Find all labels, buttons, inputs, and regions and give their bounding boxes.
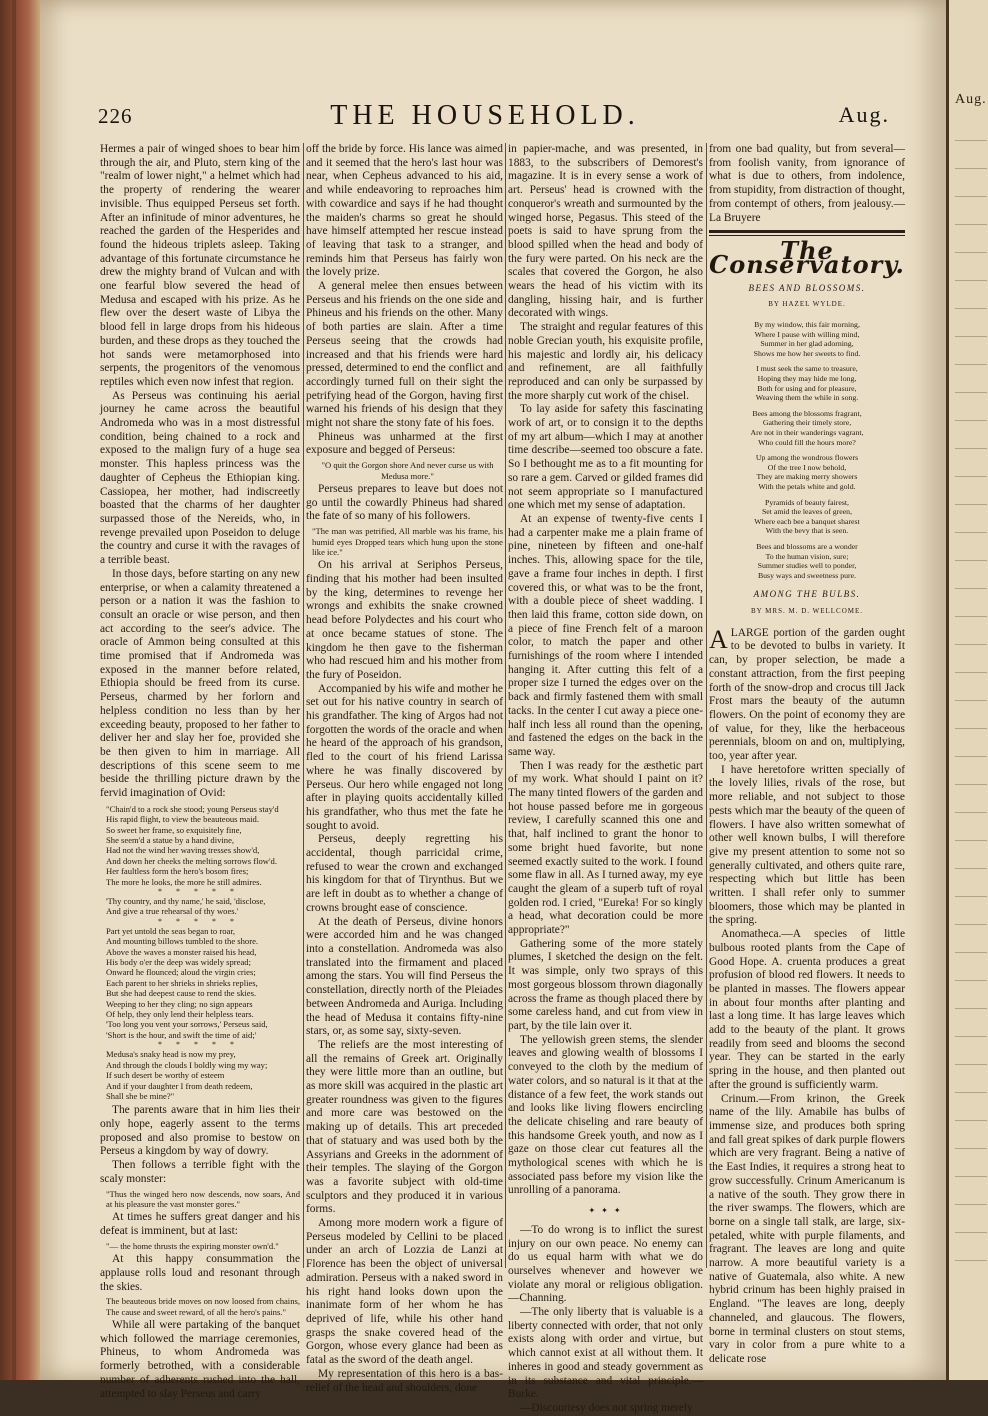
verse-line: Busy ways and sweetness pure. bbox=[757, 570, 857, 580]
column-rule bbox=[505, 143, 506, 1268]
paragraph: My representation of this hero is a bas-relief of the head and shoulders, done bbox=[306, 1367, 503, 1394]
paragraph: In those days, before starting on any new enterprise, or when a calamity threatened a person or a nation it was the fashion to consult an oracle or wise person, and then act according to the seer's advice. The oracle of Ammon being consulted at this time promised that if Andromeda was exposed in the manner before related, Ethiopia should be freed from its curse. Perseus, charmed by her forlorn and helpless condition no less than by her exceeding beauty, proposed to her father to deliver her and slay her foe, provided she be then given to him in marriage. All descriptions of this scene seem to me beside the thrilling picture drawn by the fervid imagination of Ovid: bbox=[100, 567, 300, 800]
verse-quote bbox=[106, 804, 300, 1102]
next-page-line bbox=[955, 140, 987, 141]
next-page-line bbox=[955, 476, 987, 477]
paragraph: —The only liberty that is valuable is a liberty connected with order, that not only exists along with order and virtue, but which cannot exist at all without them. It inheres in good and steady government as in its substance and vital principle.—Burke. bbox=[508, 1306, 703, 1401]
next-page-line bbox=[955, 812, 987, 813]
paragraph: At times he suffers great danger and his defeat is imminent, but at last: bbox=[100, 1211, 300, 1238]
verse-line: Onward he flounced; aloud the virgin cries; bbox=[106, 967, 256, 978]
column-rule bbox=[303, 143, 304, 1268]
next-page-line bbox=[955, 980, 987, 981]
verse-line: And mounting billows tumbled to the shore. bbox=[106, 936, 259, 947]
paragraph: The parents aware that in him lies their only hope, eagerly assent to the terms proposed and also promise to bestow on Perseus a kingdom by way of dowry. bbox=[100, 1104, 300, 1158]
paragraph: Phineus was unharmed at the first exposure and begged of Perseus: bbox=[306, 430, 503, 457]
paragraph: Crinum.—From krinon, the Greek name of the lily. Amabile has bulbs of immense size, and produces both spring and fall great spikes of dark purple flowers which are very fragrant. Being a native of the East Indies, it requires a strong heat to grow successfully. Crinum Americanum is a native of the south. They grow there in the river swamps. The flowers, which are borne on a single tall stalk, are large, six-petaled, white with purple filaments, and fragrant. The leaves are long and quite narrow. A more beautiful variety is a native of Guatemala, also white. A new hybrid crinum has been highly praised in England. "The leaves are long, deeply channeled, and glaucous. The flowers, borne in terminal clusters on stout stems, vary in color from a pure white to a delicate rose bbox=[709, 1092, 905, 1365]
verse-line: 'Too long you vent your sorrows,' Perseus said, bbox=[106, 1019, 268, 1030]
verse-line: Where each bee a banquet sharest bbox=[754, 516, 860, 526]
column-3 bbox=[508, 143, 703, 1416]
page-number: 226 bbox=[98, 104, 133, 128]
verse-line: I must seek the same to treasure, bbox=[756, 364, 858, 374]
verse-quote: "Thus the winged hero now descends, now soars, And at his pleasure the vast monster gores." bbox=[106, 1188, 300, 1209]
paragraph: off the bride by force. His lance was aimed and it seemed that the hero's last hour was near, when Cepheus advanced to his aid, and while endeavoring to reproaches him with cowardice and says if he had thought the maiden's charms so great he should have himself attempted her rescue instead of leaving that task to a stranger, and reminds him that Perseus has fairly won the lovely prize. bbox=[306, 143, 503, 279]
book-binding bbox=[0, 0, 40, 1380]
verse-line: She seem'd a statue by a hand divine, bbox=[106, 834, 235, 845]
next-page-line bbox=[955, 672, 987, 673]
next-page-line bbox=[955, 504, 987, 505]
verse-quote: "O quit the Gorgon shore And never curse us with Medusa more." bbox=[321, 460, 494, 481]
verse-line: Summer studies well to ponder, bbox=[757, 561, 857, 571]
next-page-line bbox=[955, 952, 987, 953]
verse-line: Part yet untold the seas began to roar, bbox=[106, 925, 236, 936]
next-page-line bbox=[955, 1148, 987, 1149]
verse-quote: "The man was petrified, All marble was his frame, his humid eyes Dropped tears which hung upon the stone like ice." bbox=[312, 526, 503, 557]
verse-line: Gathering their timely store, bbox=[762, 418, 852, 428]
next-page-heading: Aug. bbox=[955, 92, 987, 107]
verse-line: They are making merry showers bbox=[756, 472, 858, 482]
verse-line: Weaving them the while in song. bbox=[755, 393, 859, 403]
verse-line: And give a true rehearsal of thy woes.' bbox=[106, 906, 239, 917]
next-page-edge bbox=[946, 0, 988, 1380]
next-page-line bbox=[955, 784, 987, 785]
paragraph: Perseus prepares to leave but does not go until the cowardly Phineus had shared the fate of so many of his followers. bbox=[306, 482, 503, 523]
next-page-line bbox=[955, 644, 987, 645]
ellipsis-stars: ***** bbox=[158, 887, 248, 896]
paragraph: Gathering some of the more stately plumes, I sketched the design on the felt. It was simple, only two sprays of this most gorgeous blossom thrown diagonally across the frame as though placed there by some careless hand, and cut from view in part, by the tile lain over it. bbox=[508, 937, 703, 1032]
paragraph: While all were partaking of the banquet which followed the marriage ceremonies, Phineus, to whom Andromeda was formerly betrothed, with a considerable number of adherents rushed into the hall, attempted to slay Perseus and carry bbox=[100, 1319, 300, 1400]
issue-month: Aug. bbox=[838, 102, 890, 127]
verse-line: Shows me how her sweets to find. bbox=[753, 348, 861, 358]
verse-line: And if your daughter I from death redeem, bbox=[106, 1080, 253, 1091]
verse-line: With the bevy that is seen. bbox=[765, 526, 849, 536]
verse-line: With the petals white and gold. bbox=[758, 481, 856, 491]
verse-line: By my window, this fair morning, bbox=[754, 320, 860, 330]
column-1 bbox=[100, 143, 300, 1401]
verse-line: And through the clouds I boldly wing my way; bbox=[106, 1059, 268, 1070]
verse-line: Summer in her glad adorning, bbox=[760, 339, 854, 349]
paragraph: Accompanied by his wife and mother he set out for his native country in search of his grandfather. The king of Argos had not forgotten the words of the oracle and when he heard of the approach of his grandson, fled to the court of his friend Larissa where he was finally discovered by Perseus. Our hero while engaged not long after in playing quoits accidentally killed his grandfather, who thus met the fate he sought to avoid. bbox=[306, 682, 503, 832]
verse-line: Are not in their wanderings vagrant, bbox=[750, 427, 864, 437]
heading-rule bbox=[709, 230, 905, 233]
verse-line: Up among the wondrous flowers bbox=[755, 453, 859, 463]
next-page-line bbox=[955, 168, 987, 169]
column-4 bbox=[709, 143, 905, 1367]
paragraph: Then follows a terrible fight with the scaly monster: bbox=[100, 1159, 300, 1185]
poem-stanza bbox=[709, 320, 905, 358]
verse-line: Of the tree I now behold, bbox=[767, 462, 847, 472]
verse-line: Each parent to her shrieks in shrieks replies, bbox=[106, 977, 258, 988]
next-page-line bbox=[955, 196, 987, 197]
verse-quote: "— the home thrusts the expiring monster own'd." bbox=[106, 1240, 279, 1251]
poem-stanza bbox=[709, 542, 905, 580]
next-page-line bbox=[955, 1232, 987, 1233]
verse-line: "Chain'd to a rock she stood; young Perseus stay'd bbox=[106, 803, 279, 814]
next-page-line bbox=[955, 448, 987, 449]
paragraph: Perseus, deeply regretting his accidental, though parricidal crime, refused to wear the crown and exchanged his kingdom for that of Tirynthus. But we are left in doubt as to whether a change of crowns brought ease of conscience. bbox=[306, 833, 503, 914]
article-title: BEES AND BLOSSOMS. bbox=[748, 282, 866, 293]
binding-rule bbox=[12, 0, 16, 1380]
verse-line: Above the waves a monster raised his head, bbox=[106, 946, 257, 957]
page-header bbox=[60, 100, 910, 134]
section-title: The Conservatory. bbox=[709, 236, 905, 279]
paragraph: The reliefs are the most interesting of all the remains of Greek art. Originally they were little more than an outline, but as more skill was acquired in the plastic art greater roundness was given to the figures and more care was bestowed on the making up of details. This art preceded that of statuary and was used both by the Assyrians and Greeks in the adornment of their temples. The slaying of the Gorgon was a favorite subject with old-time sculptors and they produced it in various forms. bbox=[306, 1038, 503, 1216]
verse-line: Had not the wind her waving tresses show'd, bbox=[106, 845, 260, 856]
verse-line: Set amid the leaves of green, bbox=[761, 507, 853, 517]
next-page-line bbox=[955, 924, 987, 925]
verse-line: If such desert be worthy of esteem bbox=[106, 1070, 225, 1081]
paragraph: The yellowish green stems, the slender leaves and glowing wealth of blossoms I conveyed to the cloth by the medium of water colors, and so natural is it that at the distance of a few feet, the work stands out and looks like living flowers encircling the delicate chiseling and rare beauty of this handsome Greek youth, and now as I gaze on those clear cut features all the mythological scenes with which he is associated pass before my vision like the unrolling of a panorama. bbox=[508, 1033, 703, 1197]
byline: BY MRS. M. D. WELLCOME. bbox=[750, 606, 864, 615]
ellipsis-stars: ***** bbox=[158, 916, 248, 926]
next-page-line bbox=[955, 728, 987, 729]
verse-line: Weeping to her they cling; no sign appears bbox=[106, 998, 253, 1009]
poem-stanza bbox=[709, 453, 905, 491]
next-page-line bbox=[955, 700, 987, 701]
column-2 bbox=[306, 143, 503, 1395]
next-page-line bbox=[955, 1120, 987, 1121]
verse-line: 'Short is the hour, and swift the time of aid;' bbox=[106, 1029, 257, 1040]
poem-stanza bbox=[709, 498, 905, 536]
next-page-line bbox=[955, 1092, 987, 1093]
verse-line: Both for using and for pleasure, bbox=[757, 383, 857, 393]
next-page-line bbox=[955, 336, 987, 337]
verse-line: Who could fill the hours more? bbox=[758, 437, 856, 447]
paragraph: —Discourtesy does not spring merely bbox=[520, 1401, 693, 1414]
next-page-line bbox=[955, 252, 987, 253]
verse-line: His rapid flight, to view the beauteous maid. bbox=[106, 814, 259, 825]
section-divider: ✦ ✦ ✦ bbox=[588, 1206, 623, 1216]
byline: BY HAZEL WYLDE. bbox=[768, 300, 846, 309]
verse-line: But she had deepest cause to rend the skies. bbox=[106, 988, 257, 999]
next-page-line bbox=[955, 1064, 987, 1065]
next-page-line bbox=[955, 224, 987, 225]
next-page-line bbox=[955, 588, 987, 589]
paragraph: At an expense of twenty-five cents I had a carpenter make me a plain frame of pine, nineteen by fifteen and one-half inches. This, allowing space for the tile, gave a frame four inches in depth. I first covered this, or what was to be the front, with a double piece of sheet wadding. I then laid this frame, cotton side down, on a piece of fine French felt of a maroon color, to match the paper and other furnishings of the room where I intended hanging it. After cutting this felt of a proper size I turned the edges over on the back and firmly fastened them with small tacks. In the center I cut away a piece one-half inch less all round than the opening, and fastened the edges on the back in the same way. bbox=[508, 512, 703, 758]
magazine-title: THE HOUSEHOLD. bbox=[330, 100, 640, 131]
paragraph: At this happy consummation the applause rolls loud and resonant through the skies. bbox=[100, 1253, 300, 1293]
drop-cap: A bbox=[709, 624, 728, 654]
next-page-line bbox=[955, 616, 987, 617]
verse-line: And down her cheeks the melting sorrows flow'd. bbox=[106, 855, 278, 866]
verse-line: His body o'er the deep was widely spread; bbox=[106, 957, 251, 968]
verse-line: 'Thy country, and thy name,' he said, 'disclose, bbox=[106, 896, 266, 906]
paragraph: in papier-mache, and was presented, in 1883, to the subscribers of Demorest's magazine. It is in every sense a work of art. Perseus' head is crowned with the conqueror's wreath and surmounted by the winged horse, Pegasus. This steed of the poets is said to have sprung from the blood spilled when the head and body of the fury were parted. On his neck are the scales that covered the Gorgon, he also wears the head of his victim with its dangling, hissing hair, and is further decorated with wings. bbox=[508, 143, 703, 320]
next-page-line bbox=[955, 364, 987, 365]
column-rule bbox=[706, 143, 707, 1268]
poem-stanza bbox=[709, 409, 905, 447]
paragraph: At the death of Perseus, divine honors were accorded him and he was changed into a constellation. Andromeda was also translated into the firmament and placed among the stars. You will find Perseus the constellation, directly north of the Pleiades between Andromeda and Auriga. Including the head of Medusa it contains fifty-nine stars, or, as some say, sixty-seven. bbox=[306, 915, 503, 1038]
next-page-line bbox=[955, 1260, 987, 1261]
paragraph: A general melee then ensues between Perseus and his friends on the one side and Phineus and his friends on the other. Many of both parties are slain. After a time Perseus seeing that the crowds had increased and that his friends were hard pressed, determined to end the conflict and accordingly turned full on their sight the petrifying head of the Gorgon, having first warned his friends of his design that they might not share the stony fate of his foes. bbox=[306, 280, 503, 430]
verse-line: Hoping they may hide me long, bbox=[757, 374, 857, 383]
paragraph: To lay aside for safety this fascinating work of art, or to consign it to the depths of my art album—which I may at another time describe—seemed too obscure a fate. So I bethought me as to a fit mounting for so rare a gem. Carved or gilded frames did not seem appropriate so I manufactured one which met my sense of adaptation. bbox=[508, 403, 703, 512]
verse-line: Where I pause with willing mind, bbox=[754, 329, 860, 339]
paragraph: I have heretofore written specially of the lovely lilies, rivals of the rose, but more reliable, and not subject to those pests which mar the beauty of the queen of flowers. I have also written somewhat of other well known bulbs, I will therefore give my present attention to some not so generally cultivated, and others quite rare, respecting which but little has been written. I shall refer only to summer bloomers, those which may be planted in the spring. bbox=[709, 763, 905, 927]
ellipsis-stars: ***** bbox=[158, 1040, 248, 1050]
next-page-line bbox=[955, 560, 987, 561]
next-page-line bbox=[955, 868, 987, 869]
paragraph: —To do wrong is to inflict the surest injury on our own peace. No enemy can do us equal harm with what we do ourselves whenever and however we violate any moral or religious obligation.—Channing. bbox=[508, 1223, 703, 1305]
paragraph: On his arrival at Seriphos Perseus, finding that his mother had been insulted by the king, determines to revenge her wrongs and exhibits the snake crowned head before Polydectes and his court who at once became statues of stone. The kingdom he then gave to the fisherman who had rescued him and his mother from the fury of Poseidon. bbox=[306, 559, 503, 681]
verse-line: Shall she be mine?" bbox=[106, 1090, 175, 1101]
next-page-line bbox=[955, 280, 987, 281]
verse-line: Bees among the blossoms fragrant, bbox=[752, 408, 862, 418]
paragraph: Then I was ready for the æsthetic part of my work. What should I paint on it? The many tinted flowers of the garden and hot house passed before me in gorgeous review, I carefully scanned this one and that, half inclined to grant the honor to some bright hued favorite, but none seemed exactly suited to the work. I found some flaw in all. As I turned away, my eye caught the gleam of a superb tuft of royal golden rod. I cried, "Eureka! For so kingly a head, what decoration could be more appropriate?" bbox=[508, 759, 703, 937]
verse-line: The more he looks, the more he still admires. bbox=[106, 876, 262, 887]
next-page-line bbox=[955, 896, 987, 897]
verse-line: Pyramids of beauty fairest, bbox=[764, 497, 849, 507]
paragraph: from one bad quality, but from several—from foolish vanity, from ignorance of what is due to others, from indolence, from stupidity, from distraction of thought, from contempt of others, from jealousy.—La Bruyere bbox=[709, 143, 905, 224]
next-page-line bbox=[955, 840, 987, 841]
next-page-line bbox=[955, 1204, 987, 1205]
next-page-line bbox=[955, 420, 987, 421]
verse-line: Of help, they only lend their helpless tears. bbox=[106, 1009, 254, 1020]
paragraph: Hermes a pair of winged shoes to bear him through the air, and Pluto, stern king of the "realm of lower night," a helmet which had the property of rendering the wearer invisible. Thus equipped Perseus set forth. After an infinitude of minor adventures, he reached the garden of the Hesperides and found the hideous triplets asleep. Taking advantage of this fortunate circumstance he drew the mighty brand of Vulcan and with one fearful blow severed the head of Medusa and escaped with his prize. As he flew over the desert waste of Libya the blood fell in large drops from his hideous burden, and these drops as they touched the hot sands were metamorphosed into serpents, the progenitors of the venomous reptiles which even now infest that region. bbox=[100, 143, 300, 388]
verse-line: To the human vision, sure; bbox=[765, 551, 849, 561]
paragraph: As Perseus was continuing his aerial journey he came across the beautiful Andromeda who was in a most distressful condition, being chained to a rock and exposed to the malign fury of a huge sea monster. This hapless princess was the daughter of Cepheus the Ethiopian king. Cassiopea, her mother, had indiscreetly boasted that the charms of her daughter surpassed those of the Nereids, who, in revenge prevailed upon Poseidon to deluge the country and curse it with the ravages of a terrible beast. bbox=[100, 389, 300, 567]
next-page-line bbox=[955, 1008, 987, 1009]
next-page-line bbox=[955, 756, 987, 757]
paragraph: Anomatheca.—A species of little bulbous rooted plants from the Cape of Good Hope. A. cruenta produces a great profusion of blood red flowers. It needs to be planted in masses. The flowers appear in about four months after planting and last a long time. It has large leaves which add to the beauty of the plant. It grows readily from seed and blooms the second year. They can be started in the early spring in the house, and then planted out after the ground is sufficiently warm. bbox=[709, 928, 905, 1091]
next-page-line bbox=[955, 532, 987, 533]
verse-quote: The beauteous bride moves on now loosed from chains, The cause and sweet reward, of all the hero's pains." bbox=[106, 1296, 300, 1317]
paragraph bbox=[709, 624, 905, 764]
verse-line: Bees and blossoms are a wonder bbox=[756, 541, 858, 551]
paragraph: The straight and regular features of this noble Grecian youth, his exquisite profile, his majestic and lordly air, his delicacy and refinement, are all faithfully reproduced and can only be surpassed by the more sharply cut work of the chisel. bbox=[508, 321, 703, 402]
paragraph: Among more modern work a figure of Perseus modeled by Cellini to be placed under an arch of Lozzia de Lanzi at Florence has been the object of universal admiration. Perseus with a naked sword in his right hand looks down upon the inanimate form of her whom he has deprived of life, while his other hand grasps the snake covered head of the Gorgon, whose every glance had been as fatal as the sword of the death angel. bbox=[306, 1217, 503, 1367]
next-page-line bbox=[955, 308, 987, 309]
next-page-line bbox=[955, 392, 987, 393]
next-page-line bbox=[955, 1036, 987, 1037]
verse-line: Medusa's snaky head is now my prey, bbox=[106, 1049, 236, 1060]
next-page-line bbox=[955, 1176, 987, 1177]
verse-line: So sweet her frame, so exquisitely fine, bbox=[106, 824, 242, 835]
verse-line: Her faultless form the hero's bosom fires; bbox=[106, 866, 249, 877]
article-title: AMONG THE BULBS. bbox=[753, 589, 861, 600]
poem-stanza bbox=[709, 364, 905, 402]
paragraph-text: LARGE portion of the garden ought to be devoted to bulbs in variety. It can, by proper selection, be made a constant attraction, from the first peeping forth of the snow-drop and crocus till Jack Frost mars the beauty of the autumn flowers. On the point of economy they are of value, for they, like the herbaceous perennials, bloom on and on, multiplying, too, year after year. bbox=[709, 626, 905, 763]
